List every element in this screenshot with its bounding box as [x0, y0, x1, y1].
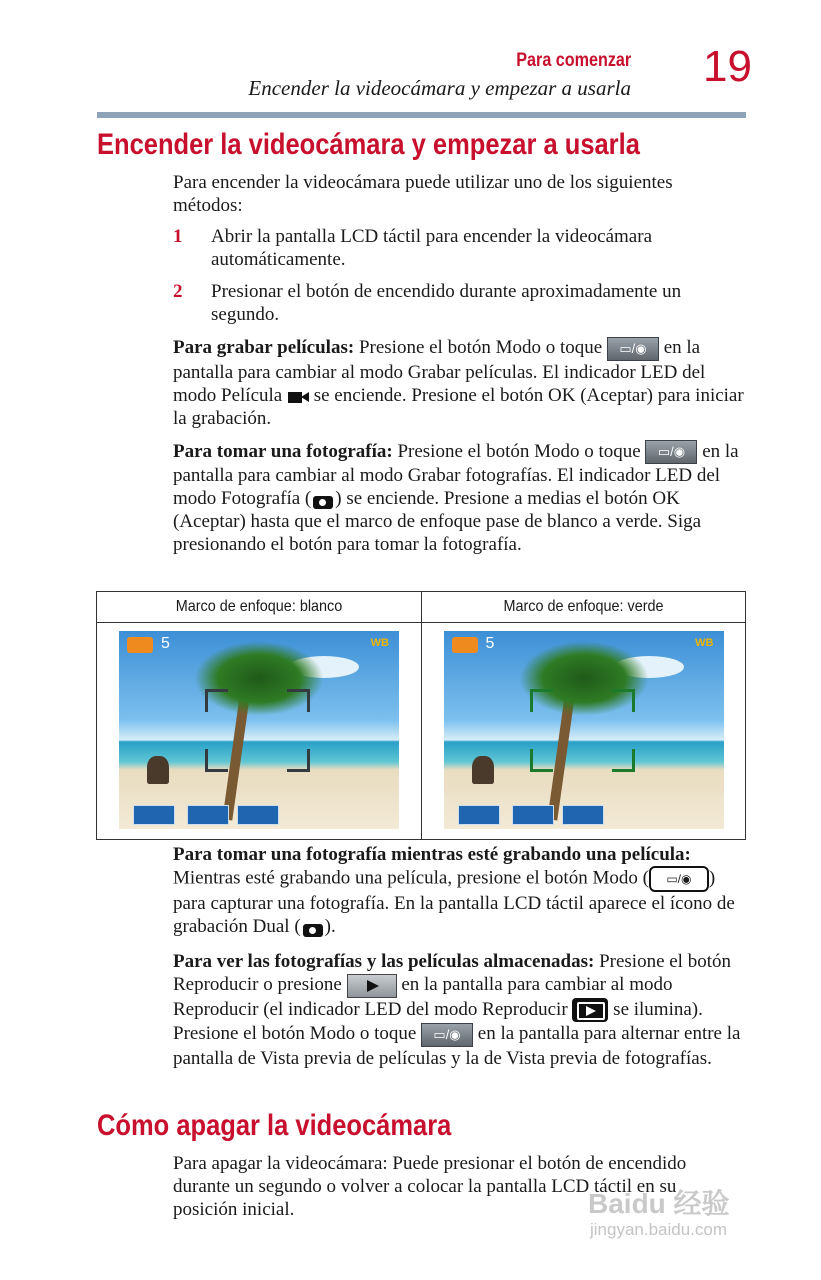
- step-number: 2: [173, 281, 183, 302]
- list-item: [173, 225, 745, 271]
- header-rule: [97, 112, 746, 118]
- header-subtitle: Encender la videocámara y empezar a usarla: [248, 76, 631, 100]
- power-off-paragraph: Para apagar la videocámara: Puede presionar el botón de encendido durante un segundo o volver a colocar la pantalla LCD táctil en su posición inicial.: [173, 1153, 687, 1220]
- movies-label: Para grabar películas:: [173, 337, 355, 358]
- view-text-3: se ilumina). Presione el botón Modo o toque: [173, 998, 703, 1045]
- step-text: Abrir la pantalla LCD táctil para encender la videocámara automáticamente.: [211, 226, 652, 270]
- playback-led-icon: [572, 998, 608, 1022]
- star-icon: [127, 637, 153, 653]
- view-text-2: en la pantalla para cambiar al modo Reproducir (el indicador LED del modo Reproducir: [173, 974, 673, 1020]
- view-text-1: Presione el botón Reproducir o presione: [173, 951, 731, 995]
- lcd-screenshot-green-frame: [444, 631, 724, 829]
- watermark-logo: Baidu 经验: [588, 1188, 730, 1219]
- movies-text-3: se enciende. Presione el botón OK (Aceptar) para iniciar la grabación.: [173, 384, 744, 429]
- table-header-white: Marco de enfoque: blanco: [175, 598, 343, 615]
- header-section: Para comenzar: [516, 50, 631, 71]
- dual-paragraph: [173, 843, 745, 938]
- page-number: 19: [703, 42, 752, 91]
- video-photo-mode-icon: ▭/◉: [421, 1023, 473, 1047]
- movies-text-2: en la pantalla para cambiar al modo Grabar películas. El indicador LED del modo Película: [173, 337, 706, 406]
- step-text: Presionar el botón de encendido durante aproximadamente un segundo.: [211, 281, 682, 325]
- photo-text-3: ) se enciende. Presione a medias el botón OK (Aceptar) hasta que el marco de enfoque pase de blanco a verde. Siga presionando el botón para tomar la fotografía.: [173, 488, 702, 556]
- shot-count: 5: [485, 635, 495, 652]
- focus-frame-table: [96, 591, 746, 840]
- dual-label: Para tomar una fotografía mientras esté grabando una película:: [173, 844, 691, 865]
- step-number: 1: [173, 226, 183, 247]
- shot-count: 5: [161, 635, 170, 652]
- view-text-4: en la pantalla para alternar entre la pantalla de Vista previa de películas y la de Vista previa de fotografías.: [173, 1023, 741, 1069]
- section1-body: [173, 171, 745, 556]
- star-icon: [452, 637, 478, 653]
- dual-text-1: Mientras esté grabando una película, presione el botón Modo (: [173, 867, 649, 889]
- mode-button-icon: ▭/◉: [649, 866, 709, 892]
- photo-label: Para tomar una fotografía:: [173, 440, 393, 462]
- movies-text-1: Presione el botón Modo o toque: [354, 337, 607, 358]
- camera-icon: [311, 491, 335, 509]
- video-icon: [287, 387, 309, 405]
- white-balance-icon: WB: [370, 637, 389, 649]
- photo-text-1: Presione el botón Modo o toque: [392, 440, 646, 462]
- photo-paragraph: [173, 440, 745, 557]
- dual-text-3: ).: [324, 916, 336, 937]
- dual-text-2: ) para capturar una fotografía. En la pantalla LCD táctil aparece el ícono de grabación Dual (: [173, 867, 735, 937]
- list-item: [173, 280, 745, 326]
- video-photo-mode-icon: [562, 805, 604, 825]
- section-title-power-off: Cómo apagar la videocámara: [97, 1109, 452, 1142]
- intro-paragraph: Para encender la videocámara puede utilizar uno de los siguientes métodos:: [173, 172, 673, 216]
- video-photo-mode-icon: ▭/◉: [607, 337, 659, 361]
- watermark-url: jingyan.baidu.com: [590, 1220, 728, 1239]
- section-title-power-on: Encender la videocámara y empezar a usarla: [97, 128, 640, 161]
- view-label: Para ver las fotografías y las películas almacenadas:: [173, 951, 595, 972]
- white-balance-icon: WB: [695, 637, 714, 649]
- video-photo-mode-icon: [237, 805, 279, 825]
- table-header-green: Marco de enfoque: verde: [503, 598, 664, 615]
- view-paragraph: [173, 950, 745, 1070]
- play-icon: [347, 974, 397, 998]
- section1-body-continued: [173, 843, 745, 1070]
- camera-icon: [301, 919, 325, 937]
- menu-icon: [133, 805, 175, 825]
- lcd-screenshot-white-frame: [119, 631, 399, 829]
- play-icon: [512, 805, 554, 825]
- movies-paragraph: [173, 336, 745, 430]
- play-icon: [187, 805, 229, 825]
- photo-text-2: en la pantalla para cambiar al modo Grabar fotografías. El indicador LED del modo Fotografía (: [173, 440, 739, 510]
- video-photo-mode-icon: ▭/◉: [645, 440, 697, 464]
- menu-icon: [458, 805, 500, 825]
